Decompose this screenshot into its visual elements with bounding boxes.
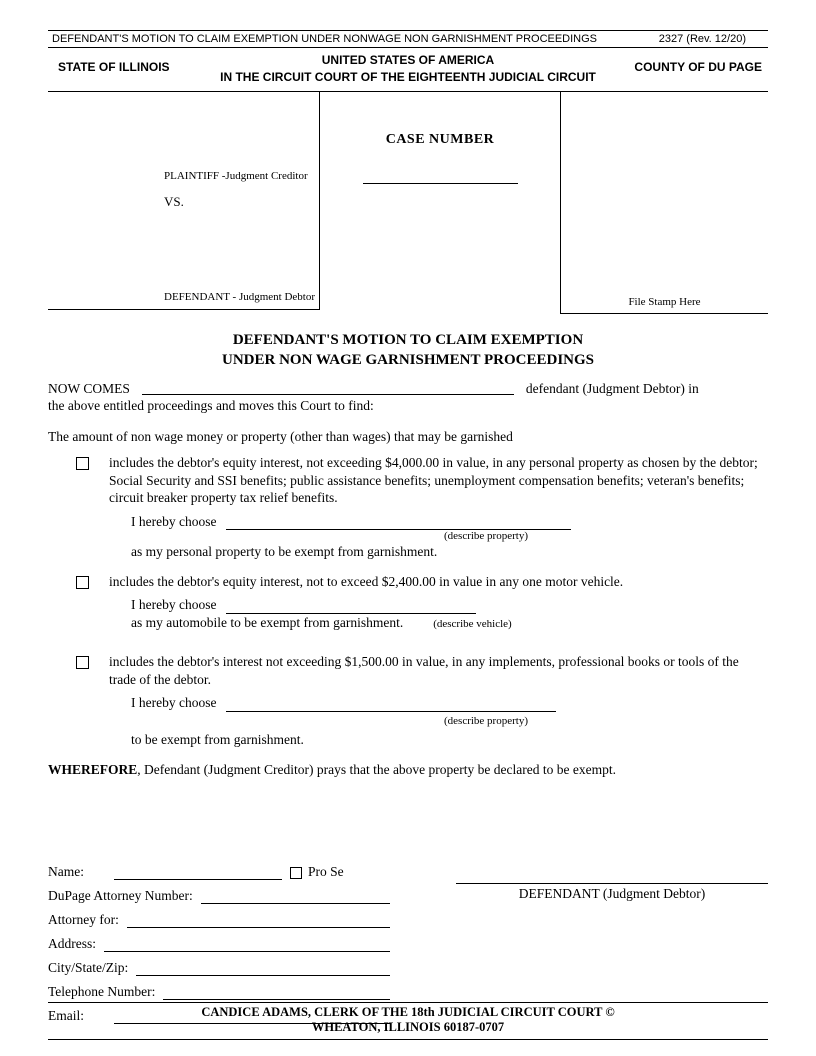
exemption-motor-vehicle-tail: as my automobile to be exempt from garnishment.	[131, 614, 404, 630]
now-comes-suffix: defendant (Judgment Debtor) in	[525, 381, 699, 396]
signature-block	[390, 858, 768, 1026]
header-court: IN THE CIRCUIT COURT OF THE EIGHTEENTH JUDICIAL CIRCUIT	[220, 70, 596, 84]
motion-title-line2: UNDER NON WAGE GARNISHMENT PROCEEDINGS	[222, 352, 594, 368]
case-number-label: CASE NUMBER	[385, 132, 495, 147]
exemption-item-tools-of-trade	[48, 653, 768, 748]
vehicle-description-input-line[interactable]	[226, 602, 476, 614]
exemption-tools-of-trade-checkbox[interactable]	[76, 656, 89, 669]
now-comes-line2: the above entitled proceedings and moves this Court to find:	[48, 398, 374, 413]
attorney-for-label: Attorney for:	[48, 912, 119, 927]
exemption-personal-property-text: includes the debtor's equity interest, not exceeding $4,000.00 in value, in any personal property as chosen by the debtor; Social Security and SSI benefits; public assistance benefits; unemployment compensation benefits; veteran's benefits; circuit breaker property tax relief benefits.	[109, 455, 758, 505]
caption-section	[48, 92, 768, 316]
choose-label: I hereby choose	[131, 513, 217, 529]
name-label: Name:	[48, 864, 84, 879]
wherefore-paragraph	[48, 762, 768, 778]
clerk-footer	[48, 1002, 768, 1040]
city-state-zip-label: City/State/Zip:	[48, 960, 129, 975]
email-label: Email:	[48, 1008, 84, 1023]
exemption-motor-vehicle-checkbox[interactable]	[76, 576, 89, 589]
describe-vehicle-label: (describe vehicle)	[433, 617, 512, 630]
garnishment-lead-text: The amount of non wage money or property (other than wages) that may be garnished	[48, 429, 513, 444]
exemption-personal-property-checkbox[interactable]	[76, 457, 89, 470]
telephone-field-row	[48, 978, 390, 1000]
choose-label: I hereby choose	[131, 597, 217, 612]
bottom-section	[48, 858, 768, 1026]
address-input-line[interactable]	[104, 940, 390, 952]
exemption-personal-property-tail: as my personal property to be exempt from garnishment.	[131, 544, 438, 559]
pro-se-checkbox[interactable]	[290, 867, 302, 879]
telephone-input-line[interactable]	[163, 988, 390, 1000]
choose-label: I hereby choose	[131, 695, 217, 710]
court-header	[48, 48, 768, 92]
clerk-footer-line1: CANDICE ADAMS, CLERK OF THE 18th JUDICIAL CIRCUIT COURT ©	[201, 1005, 615, 1019]
header-county: COUNTY OF DU PAGE	[634, 60, 762, 74]
signature-label: DEFENDANT (Judgment Debtor)	[518, 886, 706, 901]
vs-label: VS.	[164, 194, 184, 209]
now-comes-label: NOW COMES	[48, 381, 130, 396]
plaintiff-label: PLAINTIFF -Judgment Creditor	[164, 170, 308, 182]
defendant-label: DEFENDANT - Judgment Debtor	[164, 291, 316, 303]
exemption-motor-vehicle-text: includes the debtor's equity interest, not to exceed $2,400.00 in value in any one motor vehicle.	[109, 573, 624, 589]
now-comes-paragraph	[48, 380, 768, 414]
form-number: 2327 (Rev. 12/20)	[658, 33, 746, 45]
name-field-row	[48, 858, 390, 880]
exemption-item-motor-vehicle	[48, 573, 768, 632]
clerk-footer-line2: WHEATON, ILLINOIS 60187-0707	[311, 1020, 505, 1034]
tools-description-input-line[interactable]	[226, 700, 556, 712]
header-country: UNITED STATES OF AMERICA	[321, 53, 495, 67]
party-box	[48, 92, 320, 310]
file-stamp-label: File Stamp Here	[628, 296, 701, 308]
pro-se-label: Pro Se	[308, 864, 344, 879]
attorney-number-field-row	[48, 882, 390, 904]
wherefore-rest: , Defendant (Judgment Creditor) prays that the above property be declared to be exempt.	[137, 762, 616, 777]
motion-title	[48, 330, 768, 370]
attorney-for-field-row	[48, 906, 390, 928]
case-number-column	[320, 92, 560, 316]
exemption-item-personal-property	[48, 454, 768, 561]
address-label: Address:	[48, 936, 96, 951]
telephone-label: Telephone Number:	[48, 984, 156, 999]
wherefore-bold: WHEREFORE	[48, 762, 138, 777]
header-state: STATE OF ILLINOIS	[58, 60, 170, 74]
city-state-zip-field-row	[48, 954, 390, 976]
city-state-zip-input-line[interactable]	[136, 964, 390, 976]
name-input-line[interactable]	[114, 868, 282, 880]
signature-input-line[interactable]	[456, 870, 768, 884]
motion-title-line1: DEFENDANT'S MOTION TO CLAIM EXEMPTION	[232, 332, 584, 348]
case-number-input-line[interactable]	[363, 154, 518, 184]
property-description-input-line[interactable]	[226, 518, 571, 530]
describe-property-label: (describe property)	[444, 530, 528, 542]
describe-property-label: (describe property)	[444, 714, 528, 727]
form-title: DEFENDANT'S MOTION TO CLAIM EXEMPTION UNDER NONWAGE NON GARNISHMENT PROCEEDINGS	[52, 33, 598, 45]
contact-fields	[48, 858, 390, 1026]
attorney-for-input-line[interactable]	[127, 916, 390, 928]
attorney-number-input-line[interactable]	[201, 892, 390, 904]
defendant-name-input-line[interactable]	[142, 383, 514, 395]
file-stamp-box	[560, 92, 768, 314]
exemption-tools-of-trade-tail: to be exempt from garnishment.	[131, 731, 304, 747]
exemption-tools-of-trade-text: includes the debtor's interest not exceeding $1,500.00 in value, in any implements, professional books or tools of the trade of the debtor.	[109, 654, 739, 687]
attorney-number-label: DuPage Attorney Number:	[48, 888, 193, 903]
top-bar	[48, 30, 768, 48]
address-field-row	[48, 930, 390, 952]
